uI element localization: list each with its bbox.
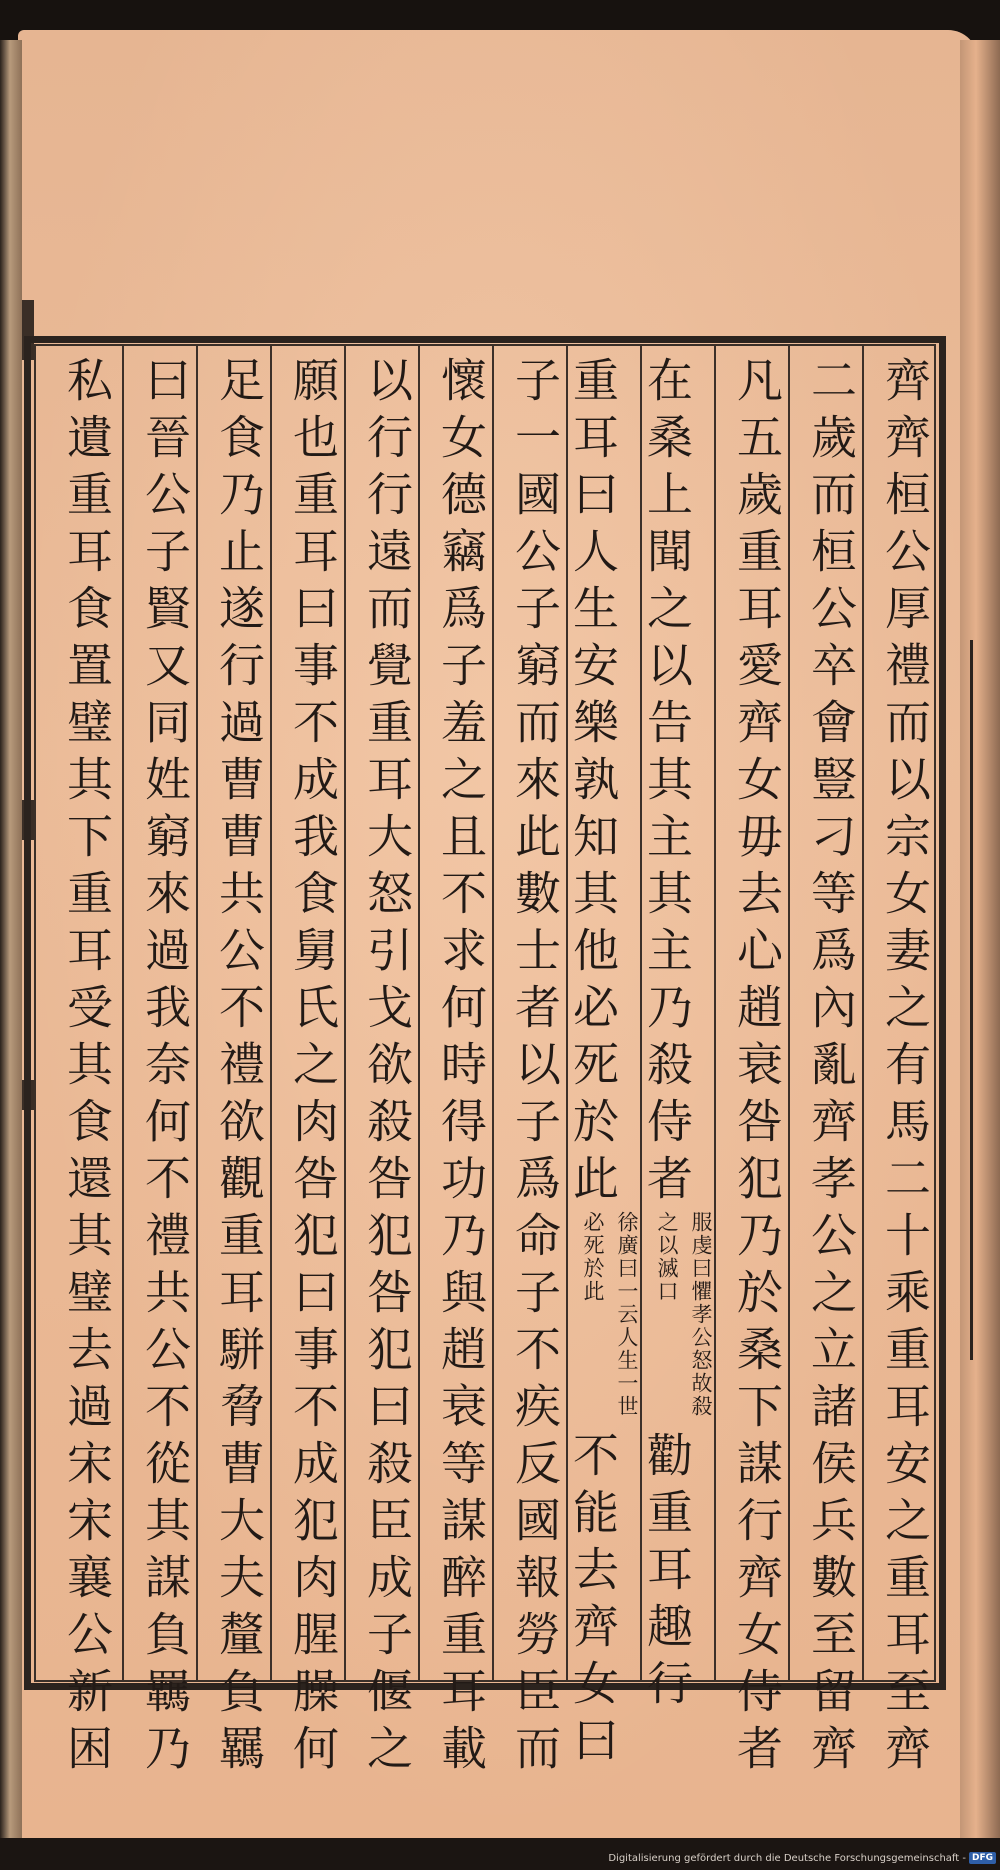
text-column-10	[204, 356, 274, 1781]
credit-text: Digitalisierung gefördert durch die Deutsche Forschungsgemeinschaft -	[608, 1852, 966, 1864]
commentary-note	[576, 1211, 644, 1431]
text-column-4	[640, 356, 718, 1716]
note-text: 服虔曰懼孝公怒故殺之以滅口	[655, 1211, 713, 1418]
left-page-edge	[0, 40, 22, 1840]
column-text: 齊齊桓公厚禮而以宗女妻之有馬二十乘重耳安之重耳至齊	[878, 356, 932, 1781]
text-column-8	[352, 356, 422, 1781]
digitization-credit	[608, 1852, 996, 1864]
text-column-2	[796, 356, 866, 1781]
dfg-logo: DFG	[969, 1852, 996, 1864]
column-text: 在桑上聞之以告其主其主乃殺侍者	[640, 356, 694, 1211]
column-text: 願也重耳曰事不成我食舅氏之肉咎犯曰事不成犯肉腥臊何	[286, 356, 340, 1781]
column-text-continued: 不能去齊女曰	[566, 1431, 620, 1773]
column-text: 凡五歲重耳愛齊女毋去心趙衰咎犯乃於桑下謀行齊女侍者	[730, 356, 784, 1781]
column-text: 懷女德竊爲子羞之且不求何時得功乃與趙衰等謀醉重耳載	[434, 356, 488, 1781]
text-column-11	[130, 356, 200, 1781]
text-column-6	[500, 356, 570, 1781]
column-text: 以行行遠而覺重耳大怒引戈欲殺咎犯咎犯曰殺臣成子偃之	[360, 356, 414, 1781]
text-column-3	[722, 356, 792, 1781]
column-text: 私遺重耳食置璧其下重耳受其食還其璧去過宋宋襄公新困	[60, 356, 114, 1781]
column-text: 二歲而桓公卒會豎刁等爲內亂齊孝公之立諸侯兵數至留齊	[804, 356, 858, 1781]
column-text-continued: 勸重耳趣行	[640, 1431, 694, 1716]
note-text: 徐廣曰一云人生一世必死於此	[581, 1211, 639, 1418]
commentary-note	[650, 1211, 718, 1431]
column-text: 重耳曰人生安樂孰知其他必死於此	[566, 356, 620, 1211]
text-column-7	[426, 356, 496, 1781]
text-column-9	[278, 356, 348, 1781]
text-column-5	[566, 356, 644, 1773]
column-rule	[122, 346, 124, 1680]
column-text: 足食乃止遂行過曹曹共公不禮欲觀重耳駢脅曹大夫釐負羈	[212, 356, 266, 1781]
column-text: 曰晉公子賢又同姓窮來過我奈何不禮共公不從其謀負羈乃	[138, 356, 192, 1781]
adjacent-leaf-fragment	[970, 640, 999, 1360]
column-text: 子一國公子窮而來此數士者以子爲命子不疾反國報勞臣而	[508, 356, 562, 1781]
text-column-12	[52, 356, 122, 1781]
text-column-1	[870, 356, 940, 1781]
